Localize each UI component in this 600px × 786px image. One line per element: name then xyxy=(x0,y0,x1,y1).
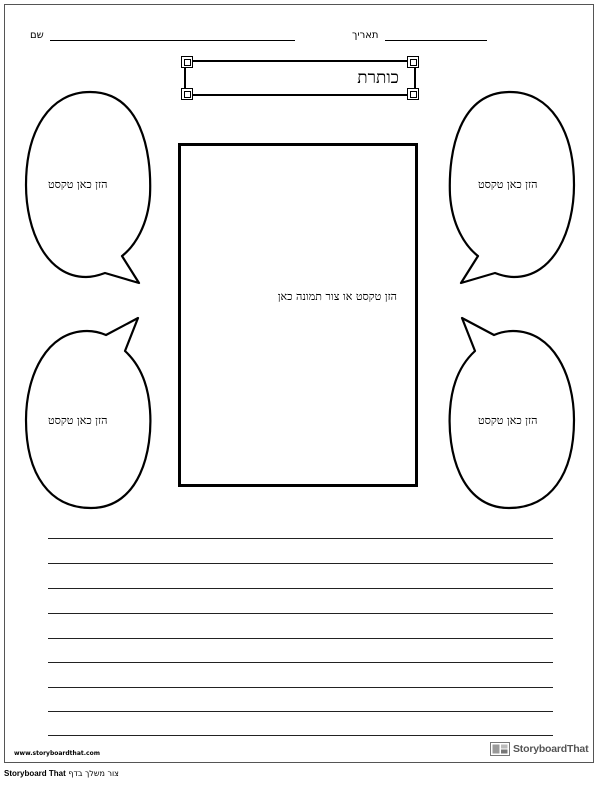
bottom-note[interactable] xyxy=(4,769,119,778)
bubble-text-top-left[interactable]: הזן כאן טקסט xyxy=(48,178,108,191)
writing-line[interactable] xyxy=(48,613,553,614)
title-text: כותרת xyxy=(357,68,399,88)
footer-url[interactable]: www.storyboardthat.com xyxy=(14,750,100,757)
picture-placeholder-text: הזן טקסט או צור תמונה כאן xyxy=(277,290,397,303)
writing-line[interactable] xyxy=(48,735,553,736)
date-label: תאריך xyxy=(352,30,379,41)
logo-text: StoryboardThat xyxy=(513,743,589,755)
storyboardthat-logo xyxy=(490,740,588,758)
speech-bubble-bottom-right xyxy=(450,318,574,508)
bottom-note-brand: Storyboard That xyxy=(4,769,66,778)
name-label: שם xyxy=(30,30,44,41)
storyboard-logo-icon xyxy=(490,742,510,756)
picture-box[interactable] xyxy=(178,143,418,487)
bottom-note-prefix: צור משלך בדף xyxy=(68,769,119,778)
writing-line[interactable] xyxy=(48,563,553,564)
writing-line[interactable] xyxy=(48,638,553,639)
writing-line[interactable] xyxy=(48,711,553,712)
speech-bubble-bottom-left xyxy=(26,318,150,508)
writing-line[interactable] xyxy=(48,687,553,688)
writing-line[interactable] xyxy=(48,538,553,539)
bubble-text-top-right[interactable]: הזן כאן טקסט xyxy=(478,178,538,191)
writing-line[interactable] xyxy=(48,662,553,663)
writing-line[interactable] xyxy=(48,588,553,589)
bubble-text-bottom-left[interactable]: הזן כאן טקסט xyxy=(48,414,108,427)
bubble-text-bottom-right[interactable]: הזן כאן טקסט xyxy=(478,414,538,427)
